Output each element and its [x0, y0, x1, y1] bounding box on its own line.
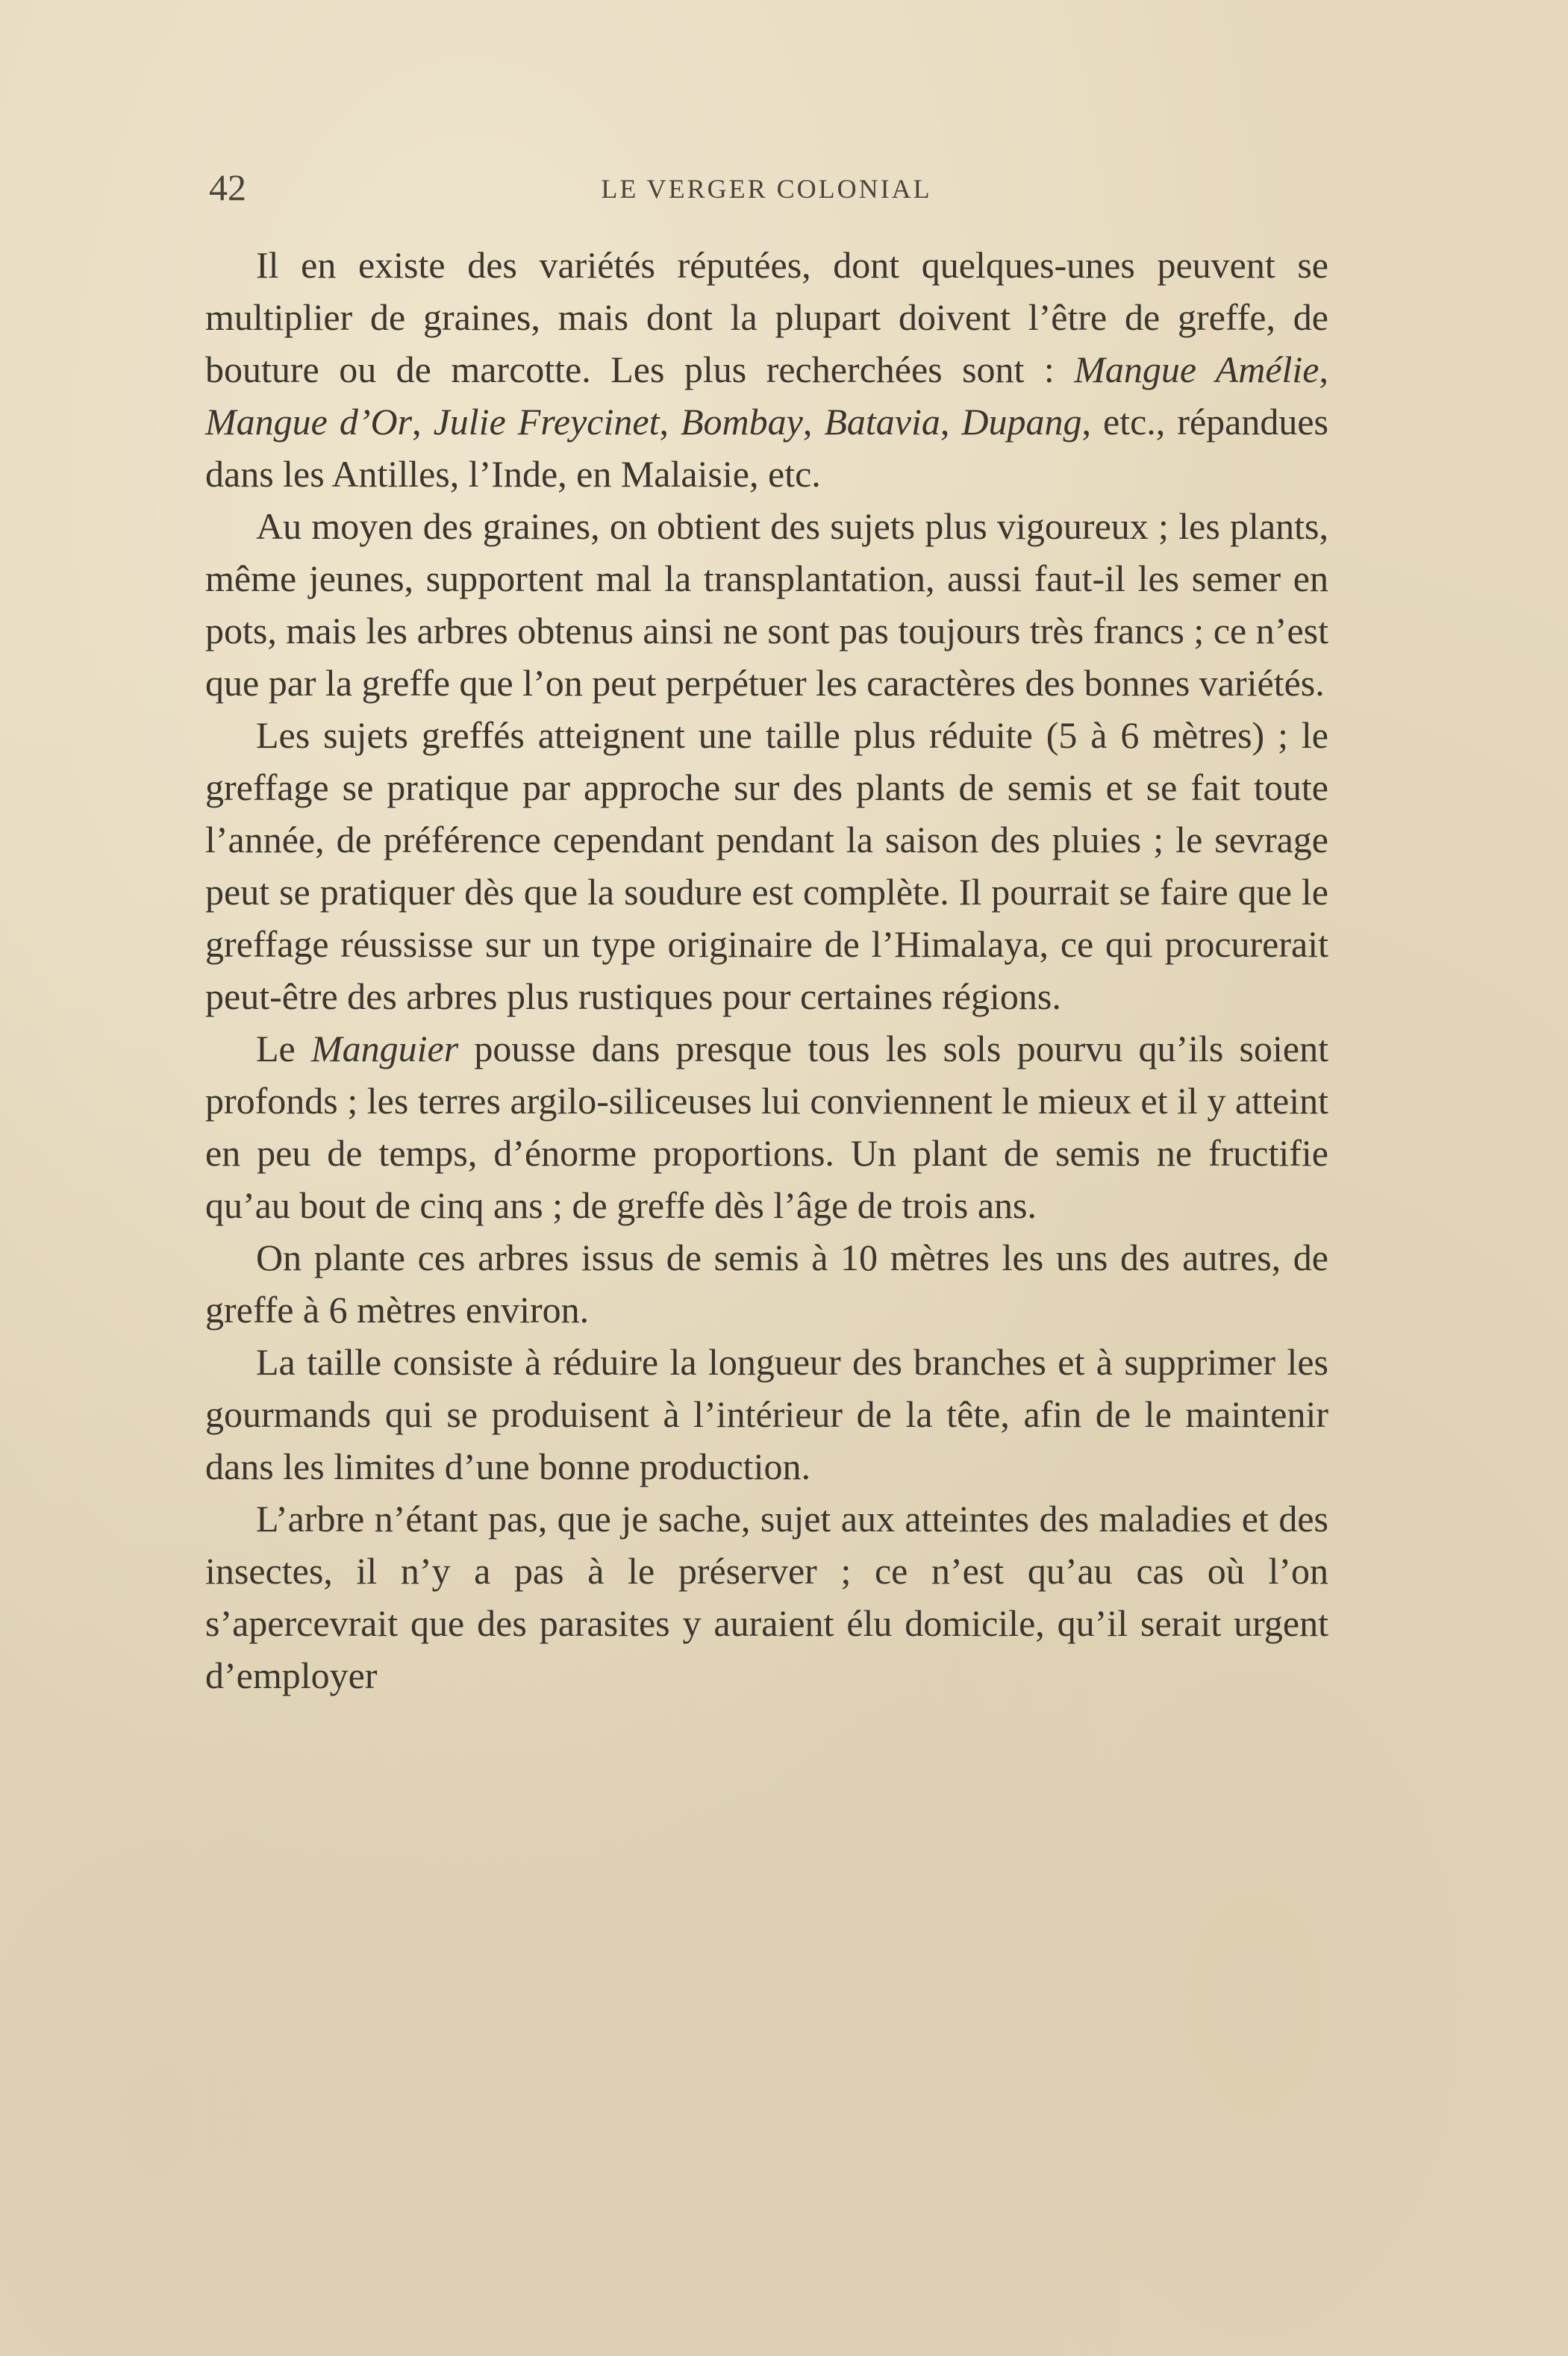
plant-name: Manguier	[310, 1028, 459, 1069]
paragraph-text: , etc., répandues dans les Antilles, l’Inde, en Malaisie, etc.	[205, 401, 1329, 495]
variety-name: Bombay	[681, 401, 803, 443]
punctuation: ,	[412, 401, 434, 443]
running-title: LE VERGER COLONIAL	[601, 174, 932, 204]
punctuation: ,	[659, 401, 681, 443]
punctuation: ,	[802, 401, 825, 443]
paragraph-text: Le	[256, 1028, 311, 1069]
paragraph-text: Il en existe des variétés réputées, dont quelques-unes peuvent se multiplier de graines, mais dont la plupart doivent l’être de greffe, de bouture ou de marcotte. Les plus recherchées sont :	[205, 244, 1328, 390]
variety-name: Mangue d’Or	[205, 401, 413, 443]
paragraph-seeds: Au moyen des graines, on obtient des sujets plus vigoureux ; les plants, même jeunes, supportent mal la transplantation, aussi faut-il les semer en pots, mais les arbres obtenus ainsi ne sont pas toujours très francs ; ce n’est que par la greffe que l’on peut perpétuer les caractères des bonnes variétés.	[205, 505, 1328, 704]
variety-name: Batavia	[824, 401, 940, 443]
paragraph-pruning: La taille consiste à réduire la longueur des branches et à supprimer les gourmands qui se produisent à l’intérieur de la tête, afin de le maintenir dans les limites d’une bonne production.	[205, 1341, 1328, 1487]
body-text	[205, 239, 1328, 1702]
paragraph-soil	[205, 1022, 1328, 1231]
paragraph-planting: On plante ces arbres issus de semis à 10 mètres les uns des autres, de greffe à 6 mètres environ.	[205, 1237, 1328, 1331]
punctuation: ,	[1319, 349, 1328, 390]
paragraph-varieties	[205, 239, 1328, 500]
punctuation: ,	[940, 401, 962, 443]
variety-name: Mangue Amélie	[1074, 349, 1319, 390]
paragraph-grafting: Les sujets greffés atteignent une taille plus réduite (5 à 6 mètres) ; le greffage se pratique par approche sur des plants de semis et se fait toute l’année, de préférence cependant pendant la saison des pluies ; le sevrage peut se pratiquer dès que la soudure est complète. Il pourrait se faire que le greffage réussisse sur un type originaire de l’Himalaya, ce qui procurerait peut-être des arbres plus rustiques pour certaines régions.	[205, 714, 1328, 1017]
variety-name: Julie Freycinet	[433, 401, 660, 443]
paragraph-text: pousse dans presque tous les sols pourvu qu’ils soient profonds ; les terres argilo-siliceuses lui conviennent le mieux et il y atteint en peu de temps, d’énorme proportions. Un plant de semis ne fructifie qu’au bout de cinq ans ; de greffe dès l’âge de trois ans.	[205, 1028, 1328, 1226]
running-head	[203, 166, 1330, 210]
paragraph-pests: L’arbre n’étant pas, que je sache, sujet aux atteintes des maladies et des insectes, il n’y a pas à le préserver ; ce n’est qu’au cas où l’on s’apercevrait que des parasites y auraient élu domicile, qu’il serait urgent d’employer	[205, 1498, 1328, 1696]
page-number: 42	[209, 166, 246, 208]
variety-name: Dupang	[961, 401, 1082, 443]
